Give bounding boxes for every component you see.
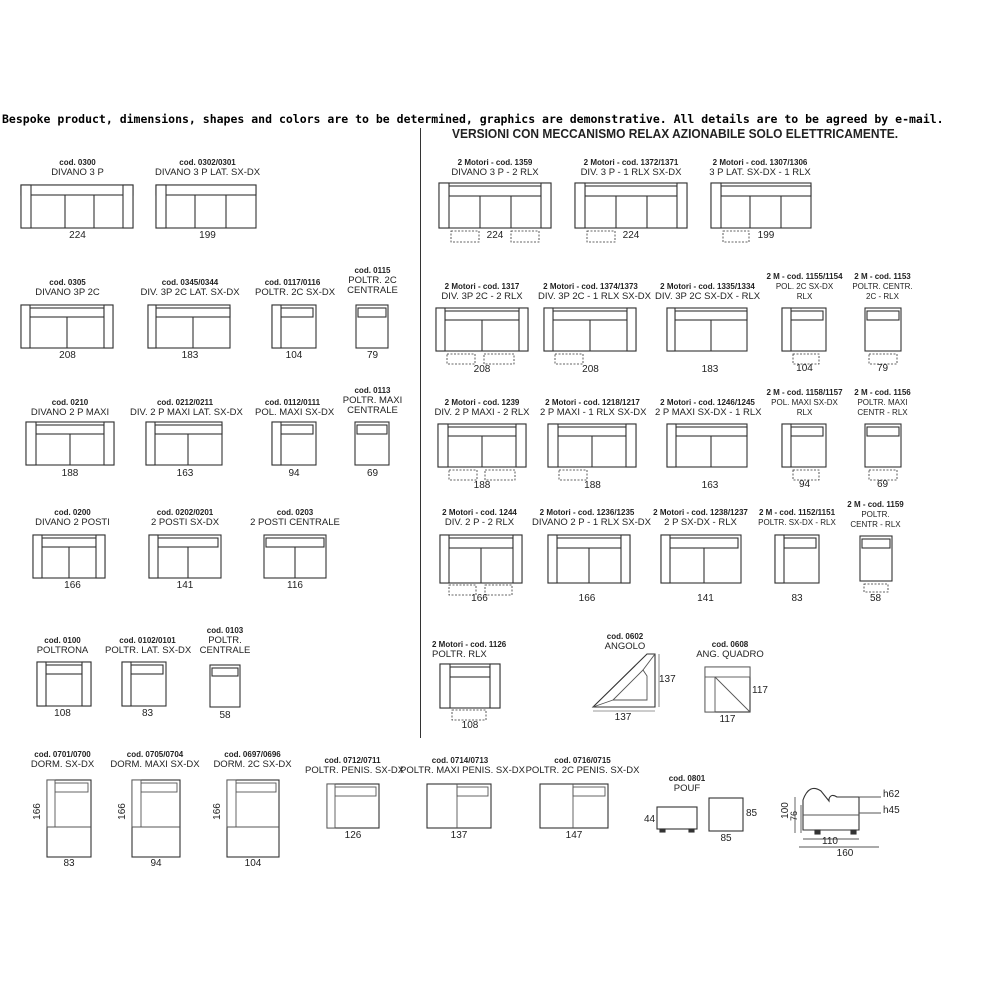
depth-dimension: 166 (211, 803, 223, 820)
corner-plan-drawing (695, 640, 785, 730)
item-name: POL. MAXI SX-DX (771, 398, 838, 407)
item-name: ANGOLO (604, 641, 646, 652)
relax-1244 (432, 508, 527, 608)
item-code: 2 Motori - cod. 1374/1373 (543, 282, 638, 291)
width-dimension: 208 (473, 364, 491, 375)
sofa-0203 (250, 508, 340, 593)
item-name: DIVANO 2 POSTI (35, 517, 110, 528)
width-dimension: 108 (461, 720, 479, 731)
back-height-label: h62 (883, 789, 900, 800)
sofa-0210 (20, 398, 120, 483)
sofa-0200 (25, 508, 120, 593)
seat-level-label: h45 (883, 805, 900, 816)
item-name: POLTR. MAXI (342, 395, 403, 406)
item-code: 2 M - cod. 1155/1154 (766, 272, 843, 281)
item-code: 2 Motori - cod. 1335/1334 (660, 282, 755, 291)
width-dimension: 69 (366, 468, 379, 479)
relax-1239 (432, 398, 532, 493)
item-name: DIVANO 3P 2C (35, 287, 100, 298)
item-name-2: CENTRALE (347, 405, 398, 416)
width-dimension: 126 (344, 830, 362, 841)
peninsula-0712 (305, 756, 405, 846)
item-code: cod. 0113 (354, 386, 391, 395)
item-code: 2 Motori - cod. 1372/1371 (583, 158, 679, 167)
sofa-plan-drawing (655, 282, 760, 377)
item-name: 2 P MAXI SX-DX - 1 RLX (655, 407, 762, 418)
pouf-height-dimension: 44 (644, 814, 656, 825)
sofa-plan-drawing (843, 500, 908, 608)
item-name: POLTR. 2C SX-DX (255, 287, 336, 298)
item-name: DIV. 3 P - 1 RLX SX-DX (580, 167, 682, 178)
armchair-0115 (340, 266, 405, 363)
sofa-0302 (155, 158, 260, 243)
seat-height-dimension: 76 (789, 810, 800, 822)
sofa-plan-drawing (540, 398, 645, 493)
width-dimension: 208 (582, 364, 599, 375)
armchair-0112 (255, 398, 335, 483)
relax-1236 (532, 508, 651, 608)
width-dimension: 137 (614, 712, 632, 723)
pouf-width-dimension: 85 (720, 833, 732, 844)
width-dimension: 58 (219, 710, 231, 721)
width-dimension: 224 (622, 230, 640, 241)
item-code: cod. 0701/0700 (34, 750, 91, 759)
sofa-0300 (20, 158, 135, 243)
item-code: cod. 0602 (606, 632, 644, 641)
peninsula-0714 (400, 756, 525, 846)
relax-1372 (572, 158, 690, 243)
item-code: cod. 0117/0116 (264, 278, 321, 287)
item-name: 2 P SX-DX - RLX (664, 517, 737, 528)
item-code: cod. 0716/0715 (554, 756, 611, 765)
sofa-plan-drawing (655, 398, 760, 493)
width-dimension: 224 (486, 230, 504, 241)
item-name: POLTR. 2C (348, 275, 397, 286)
item-code: cod. 0705/0704 (126, 750, 184, 759)
width-dimension: 117 (719, 714, 736, 725)
depth-dimension: 166 (116, 803, 128, 820)
item-name: POLTRONA (36, 645, 89, 656)
width-dimension: 163 (176, 468, 194, 479)
item-code: cod. 0697/0696 (224, 750, 281, 759)
item-name: 3 P LAT. SX-DX - 1 RLX (709, 167, 811, 178)
item-code: cod. 0112/0111 (264, 398, 321, 407)
peninsula-0716 (525, 756, 640, 846)
width-dimension: 141 (176, 580, 194, 591)
relax-section-header: VERSIONI CON MECCANISMO RELAX AZIONABILE SOLO ELETTRICAMENTE. (452, 126, 899, 141)
width-dimension: 104 (796, 363, 813, 374)
width-dimension: 199 (757, 230, 775, 241)
width-dimension: 183 (701, 364, 719, 375)
item-name-2: 2C - RLX (866, 292, 899, 301)
sofa-0202 (140, 508, 230, 593)
item-name: DIV. 3P 2C - 1 RLX SX-DX (538, 291, 651, 302)
chaise-0701 (25, 750, 100, 875)
item-name: POL. 2C SX-DX (775, 282, 834, 291)
item-code: cod. 0210 (51, 398, 89, 407)
item-name-2: RLX (796, 292, 813, 301)
width-dimension: 141 (697, 593, 714, 604)
item-code: cod. 0712/0711 (324, 756, 381, 765)
width-dimension: 79 (366, 350, 379, 361)
item-name: POL. MAXI SX-DX (255, 407, 335, 418)
item-name: POUF (673, 783, 701, 794)
item-code: 2 Motori - cod. 1246/1245 (660, 398, 755, 407)
armchair-0117 (255, 278, 336, 363)
item-name: DIV. 2 P MAXI LAT. SX-DX (130, 407, 243, 418)
item-name: DIV. 2 P - 2 RLX (444, 517, 515, 528)
width-dimension: 79 (876, 363, 889, 374)
item-code: cod. 0202/0201 (156, 508, 214, 517)
sofa-plan-drawing (538, 282, 651, 377)
disclaimer-text: Bespoke product, dimensions, shapes and colors are to be determined, graphics are demonstrative. All details are to be agreed by e-mail. (2, 112, 944, 126)
width-dimension: 188 (473, 480, 491, 491)
width-dimension: 183 (181, 350, 199, 361)
width-dimension: 108 (54, 708, 71, 719)
item-code: cod. 0300 (59, 158, 96, 167)
item-code: cod. 0714/0713 (431, 756, 489, 765)
item-code: 2 Motori - cod. 1244 (442, 508, 517, 517)
relax-1158 (762, 388, 847, 493)
armchair-0113 (340, 386, 405, 483)
relax-1152 (757, 508, 837, 608)
item-name: DIVANO 2 P MAXI (30, 407, 110, 418)
width-dimension: 83 (141, 708, 154, 719)
item-code: 2 Motori - cod. 1238/1237 (653, 508, 748, 517)
width-dimension: 163 (701, 480, 719, 491)
item-code: 2 Motori - cod. 1359 (457, 158, 533, 167)
relax-1156 (850, 388, 915, 493)
seat-depth-dimension: 110 (822, 836, 838, 847)
width-dimension: 104 (285, 350, 303, 361)
side-profile (775, 775, 915, 860)
item-name: DIVANO 3 P - 2 RLX (451, 167, 539, 178)
relax-1218 (540, 398, 645, 493)
item-code: cod. 0115 (354, 266, 391, 275)
item-name-2: CENTRALE (347, 285, 398, 296)
width-dimension: 94 (288, 468, 300, 479)
item-name: DIV. 3P 2C - 2 RLX (441, 291, 523, 302)
chaise-0705 (110, 750, 200, 875)
item-name-2: CENTR - RLX (850, 520, 901, 529)
item-code: cod. 0212/0211 (156, 398, 214, 407)
relax-1153 (850, 272, 915, 377)
corner-0608 (695, 640, 785, 730)
item-name: POLTR. (208, 635, 242, 646)
item-name: ANG. QUADRO (696, 649, 764, 660)
item-name: DIVANO 2 P - 1 RLX SX-DX (532, 517, 651, 528)
item-name: POLTR. MAXI (857, 398, 908, 407)
armchair-0102 (105, 636, 190, 721)
relax-1155 (762, 272, 847, 377)
item-code: cod. 0203 (276, 508, 314, 517)
item-code: 2 Motori - cod. 1218/1217 (545, 398, 640, 407)
relax-1374 (538, 282, 651, 377)
item-code: cod. 0345/0344 (161, 278, 219, 287)
relax-1317 (432, 282, 532, 377)
item-name: DORM. SX-DX (30, 759, 95, 770)
sofa-plan-drawing (762, 272, 847, 377)
chaise-0697 (205, 750, 300, 875)
width-dimension: 137 (450, 830, 468, 841)
item-name: DIVANO 3 P LAT. SX-DX (155, 167, 261, 178)
item-name: DIV. 2 P MAXI - 2 RLX (434, 407, 530, 418)
sofa-plan-drawing (432, 282, 532, 377)
item-name: 2 POSTI CENTRALE (250, 517, 340, 528)
relax-1159 (843, 500, 908, 608)
sofa-plan-drawing (432, 398, 532, 493)
relax-1238 (648, 508, 753, 608)
item-code: 2 Motori - cod. 1307/1306 (712, 158, 808, 167)
item-name: DIVANO 3 P (51, 167, 104, 178)
item-code: cod. 0200 (54, 508, 91, 517)
width-dimension: 69 (876, 479, 889, 490)
relax-1335 (655, 282, 760, 377)
height-dimension: 137 (659, 674, 676, 685)
section-divider (420, 128, 421, 738)
width-dimension: 224 (69, 230, 86, 241)
item-code: cod. 0305 (49, 278, 86, 287)
width-dimension: 104 (244, 858, 262, 869)
relax-1359 (435, 158, 555, 243)
item-name: POLTR. LAT. SX-DX (105, 645, 192, 656)
item-name: DIV. 3P 2C SX-DX - RLX (655, 291, 761, 302)
item-name: POLTR. 2C PENIS. SX-DX (525, 765, 640, 776)
width-dimension: 166 (471, 593, 488, 604)
item-name: POLTR. MAXI PENIS. SX-DX (400, 765, 525, 776)
item-code: cod. 0100 (44, 636, 81, 645)
item-name: 2 POSTI SX-DX (150, 517, 220, 528)
width-dimension: 166 (64, 580, 81, 591)
item-code: 2 M - cod. 1153 (854, 272, 911, 281)
item-name: POLTR. RLX (432, 649, 487, 660)
item-name: POLTR. CENTR. (852, 282, 913, 291)
depth-dimension: 166 (31, 803, 43, 820)
sofa-0212 (130, 398, 243, 483)
sofa-0305 (20, 278, 115, 363)
item-code: 2 Motori - cod. 1126 (432, 640, 507, 649)
item-name: DORM. MAXI SX-DX (110, 759, 200, 770)
corner-0602 (585, 632, 685, 727)
width-dimension: 116 (287, 580, 303, 591)
item-name: DORM. 2C SX-DX (213, 759, 292, 770)
item-code: cod. 0302/0301 (179, 158, 236, 167)
width-dimension: 94 (150, 858, 162, 869)
reclined-depth-dimension: 160 (836, 848, 854, 859)
relax-1126 (432, 640, 512, 735)
item-name-2: RLX (796, 408, 813, 417)
width-dimension: 199 (199, 230, 216, 241)
relax-1246 (655, 398, 760, 493)
item-code: 2 M - cod. 1156 (854, 388, 911, 397)
item-code: 2 Motori - cod. 1239 (444, 398, 520, 407)
sofa-plan-drawing (850, 388, 915, 493)
item-name: 2 P MAXI - 1 RLX SX-DX (540, 407, 647, 418)
width-dimension: 188 (61, 468, 79, 479)
item-name: DIV. 3P 2C LAT. SX-DX (140, 287, 240, 298)
item-name: POLTR. (861, 510, 890, 519)
sofa-plan-drawing (195, 626, 255, 723)
item-code: cod. 0102/0101 (119, 636, 176, 645)
sofa-plan-drawing (762, 388, 847, 493)
item-code: cod. 0103 (206, 626, 244, 635)
item-name: POLTR. PENIS. SX-DX (305, 765, 405, 776)
pouf-0801 (642, 774, 772, 849)
sofa-0345 (140, 278, 240, 363)
item-name-2: CENTR - RLX (857, 408, 908, 417)
width-dimension: 188 (584, 480, 601, 491)
item-code: 2 M - cod. 1152/1151 (758, 508, 836, 517)
armchair-0100 (25, 636, 100, 721)
pouf-depth-dimension: 85 (746, 808, 758, 819)
item-name: POLTR. SX-DX - RLX (758, 518, 836, 527)
item-code: cod. 0801 (668, 774, 706, 783)
sofa-plan-drawing (340, 266, 405, 363)
relax-1307 (705, 158, 815, 243)
item-code: 2 Motori - cod. 1317 (444, 282, 520, 291)
sofa-plan-drawing (850, 272, 915, 377)
width-dimension: 147 (565, 830, 583, 841)
width-dimension: 208 (59, 350, 76, 361)
height-dimension: 100 (779, 802, 791, 819)
width-dimension: 83 (63, 858, 75, 869)
item-code: cod. 0608 (711, 640, 749, 649)
width-dimension: 83 (791, 593, 803, 604)
width-dimension: 58 (869, 593, 882, 604)
item-code: 2 Motori - cod. 1236/1235 (539, 508, 635, 517)
item-code: 2 M - cod. 1159 (847, 500, 904, 509)
item-name-2: CENTRALE (199, 645, 251, 656)
item-code: 2 M - cod. 1158/1157 (766, 388, 843, 397)
height-dimension: 117 (752, 685, 768, 696)
width-dimension: 94 (798, 479, 811, 490)
width-dimension: 166 (578, 593, 596, 604)
armchair-0103 (195, 626, 255, 723)
